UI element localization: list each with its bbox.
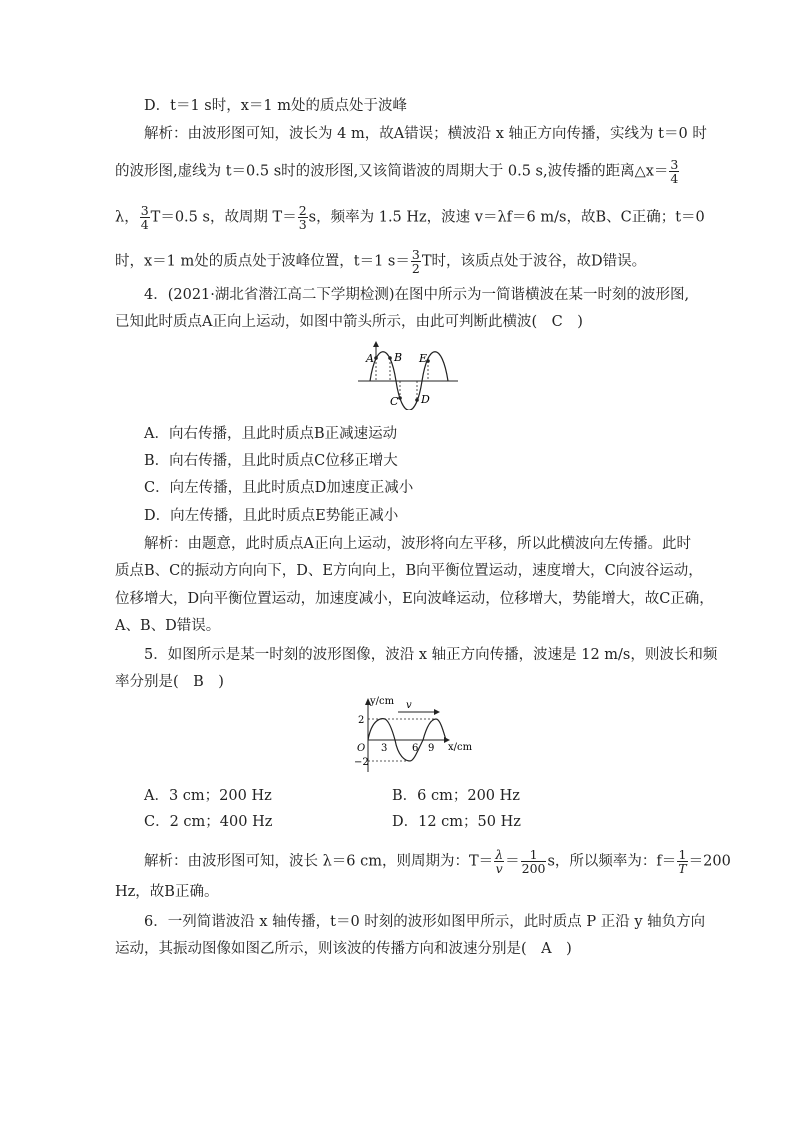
x-tick-9: 9	[428, 743, 435, 754]
q3-solution-line1: 解析：由波形图可知，波长为 4 m，故A错误；横波沿 x 轴正方向传播，实线为 t＝0 时	[144, 126, 707, 142]
fraction: $\frac{2}{3}$	[298, 203, 307, 232]
q4-option-d: D．向左传播，且此时质点E势能正减小	[144, 508, 399, 524]
wave-figure-2	[340, 694, 480, 776]
q5-stem-line1: 5．如图所示是某一时刻的波形图像，波沿 x 轴正方向传播，波速是 12 m/s，则波长和频	[144, 647, 718, 663]
fraction: $\frac{3}{2}$	[411, 247, 420, 276]
y-axis-label: y/cm	[370, 696, 395, 707]
fraction: $\frac{3}{4}$	[140, 203, 149, 232]
q4-solution-line4: A、B、D错误。	[115, 618, 221, 634]
velocity-label: v	[406, 700, 412, 711]
q6-stem-line2: 运动，其振动图像如图乙所示，则该波的传播方向和波速分别是( A )	[115, 941, 572, 957]
q4-solution-line3: 位移增大，D向平衡位置运动，加速度减小，E向波峰运动，位移增大，势能增大，故C正确，	[115, 591, 714, 607]
x-axis-label: x/cm	[448, 742, 473, 753]
arrow-head-icon	[373, 341, 379, 347]
q4-stem-line2: 已知此时质点A正向上运动，如图中箭头所示，由此可判断此横波( C )	[115, 314, 583, 330]
q4-option-b: B．向右传播，且此时质点C位移正增大	[144, 453, 398, 469]
x-tick-6: 6	[412, 743, 419, 754]
q5-solution-line1: 解析：由波形图可知，波长 λ＝6 cm，则周期为：T＝ $\frac{\lambda}{v}$ ＝ $\frac{1}{200}$ s，所以频率为：f＝ $\frac{1}{T}$ ＝200	[144, 847, 731, 876]
q5-option-b: B．6 cm；200 Hz	[392, 788, 520, 804]
q5-option-d: D．12 cm；50 Hz	[392, 814, 521, 830]
q5-option-a: A．3 cm；200 Hz	[144, 788, 272, 804]
q3-option-d: D．t＝1 s时，x＝1 m处的质点处于波峰	[144, 98, 407, 114]
x-tick-3: 3	[381, 743, 388, 754]
q3-solution-line2: 的波形图,虚线为 t＝0.5 s时的波形图,又该简谐波的周期大于 0.5 s,波传播的距离△x＝ $\frac{3}{4}$	[115, 157, 679, 186]
point-d	[415, 398, 419, 402]
point-c	[398, 396, 402, 400]
y-tick-top: 2	[358, 715, 365, 726]
q5-stem-line2: 率分别是( B )	[115, 674, 224, 690]
q5-option-c: C．2 cm；400 Hz	[144, 814, 273, 830]
q4-solution-line1: 解析：由题意，此时质点A正向上运动，波形将向左平移，所以此横波向左传播。此时	[144, 536, 691, 552]
wave-figure-1	[350, 338, 470, 410]
q4-option-c: C．向左传播，且此时质点D加速度正减小	[144, 480, 414, 496]
label-a: A	[366, 352, 374, 365]
point-a	[374, 356, 378, 360]
label-b: B	[394, 351, 403, 364]
q4-stem-line1: 4．(2021·湖北省潜江高二下学期检测)在图中所示为一简谐横波在某一时刻的波形图,	[144, 287, 690, 303]
label-c: C	[390, 395, 399, 408]
label-e: E	[419, 352, 428, 365]
q6-stem-line1: 6．一列简谐波沿 x 轴传播，t＝0 时刻的波形如图甲所示，此时质点 P 正沿 y 轴负方向	[144, 914, 706, 930]
q4-option-a: A．向右传播，且此时质点B正减速运动	[144, 426, 398, 442]
fraction: $\frac{1}{T}$	[678, 847, 687, 876]
fraction: $\frac{\lambda}{v}$	[495, 847, 504, 876]
y-tick-bottom: −2	[354, 757, 369, 768]
arrow-head-icon	[434, 709, 440, 715]
label-d: D	[421, 393, 430, 406]
q4-solution-line2: 质点B、C的振动方向向下，D、E方向向上，B向平衡位置运动，速度增大，C向波谷运动，	[115, 563, 703, 579]
fraction: $\frac{1}{200}$	[521, 847, 546, 876]
point-b	[388, 356, 392, 360]
q3-solution-line4: 时，x＝1 m处的质点处于波峰位置，t＝1 s＝ $\frac{3}{2}$ T时，该质点处于波谷，故D错误。	[115, 247, 647, 276]
origin-label: O	[357, 743, 366, 754]
fraction: $\frac{3}{4}$	[670, 157, 679, 186]
q5-solution-line2: Hz，故B正确。	[115, 884, 219, 900]
q3-solution-line3: λ， $\frac{3}{4}$ T＝0.5 s，故周期 T＝ $\frac{2}{3}$ s，频率为 1.5 Hz，波速 v＝λf＝6 m/s，故B、C正确；t＝0	[115, 203, 705, 232]
